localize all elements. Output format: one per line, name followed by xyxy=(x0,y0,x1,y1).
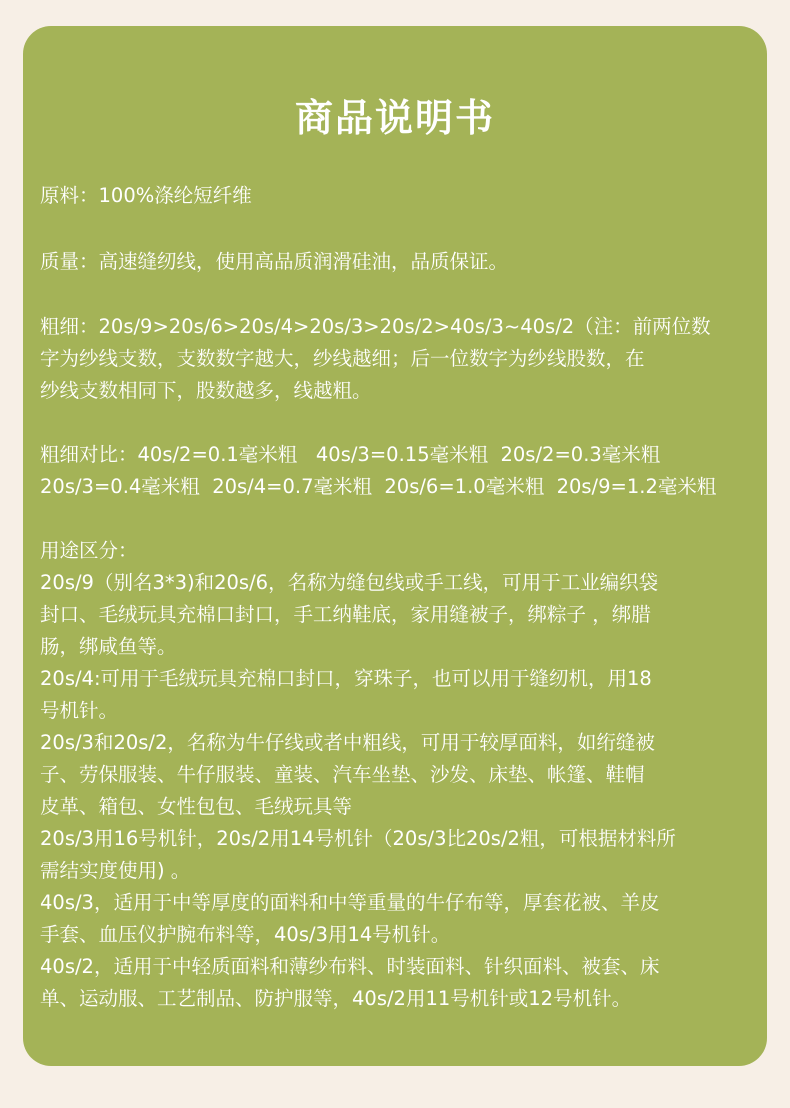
needle-line-2: 需结实度使用) 。 xyxy=(40,859,191,882)
usage-40s2-line-2: 单、运动服、工艺制品、防护服等，40s/2用11号机针或12号机针。 xyxy=(40,987,632,1010)
usage-40s3-line-1: 40s/3，适用于中等厚度的面料和中等重量的牛仔布等，厚套花被、羊皮 xyxy=(40,891,660,914)
usage-20s3-line-3: 皮革、箱包、女性包包、毛绒玩具等 xyxy=(40,795,353,818)
material-line: 原料：100%涤纶短纤维 xyxy=(40,184,252,207)
usage-40s2-line-1: 40s/2，适用于中轻质面料和薄纱布料、时装面料、针织面料、被套、床 xyxy=(40,955,660,978)
comparison-line-2: 20s/3=0.4毫米粗 20s/4=0.7毫米粗 20s/6=1.0毫米粗 20s/9=1.2毫米粗 xyxy=(40,475,717,498)
usage-20s9-line-3: 肠，绑咸鱼等。 xyxy=(40,635,177,658)
usage-20s3-line-2: 子、劳保服装、牛仔服装、童装、汽车坐垫、沙发、床垫、帐篷、鞋帽 xyxy=(40,763,645,786)
usage-20s4-line-1: 20s/4:可用于毛绒玩具充棉口封口，穿珠子，也可以用于缝纫机，用18 xyxy=(40,667,652,690)
needle-line-1: 20s/3用16号机针，20s/2用14号机针（20s/3比20s/2粗，可根据材料所 xyxy=(40,827,676,850)
thickness-line-1: 粗细：20s/9>20s/6>20s/4>20s/3>20s/2>40s/3~40s/2（注：前两位数 xyxy=(40,315,711,338)
usage-20s9-line-1: 20s/9（别名3*3)和20s/6，名称为缝包线或手工线，可用于工业编织袋 xyxy=(40,571,659,594)
usage-heading: 用途区分： xyxy=(40,539,138,562)
page-title: 商品说明书 xyxy=(294,96,495,140)
quality-line: 质量：高速缝纫线，使用高品质润滑硅油，品质保证。 xyxy=(40,250,509,273)
thickness-line-3: 纱线支数相同下，股数越多，线越粗。 xyxy=(40,379,372,402)
usage-40s3-line-2: 手套、血压仪护腕布料等，40s/3用14号机针。 xyxy=(40,923,451,946)
thickness-line-2: 字为纱线支数，支数数字越大，纱线越细；后一位数字为纱线股数，在 xyxy=(40,347,645,370)
usage-20s9-line-2: 封口、毛绒玩具充棉口封口，手工纳鞋底，家用缝被子，绑粽子 ，绑腊 xyxy=(40,603,651,626)
usage-20s4-line-2: 号机针。 xyxy=(40,699,119,722)
comparison-line-1: 粗细对比：40s/2=0.1毫米粗 40s/3=0.15毫米粗 20s/2=0.3毫米粗 xyxy=(40,443,661,466)
usage-20s3-line-1: 20s/3和20s/2，名称为牛仔线或者中粗线，可用于较厚面料，如绗缝被 xyxy=(40,731,655,754)
